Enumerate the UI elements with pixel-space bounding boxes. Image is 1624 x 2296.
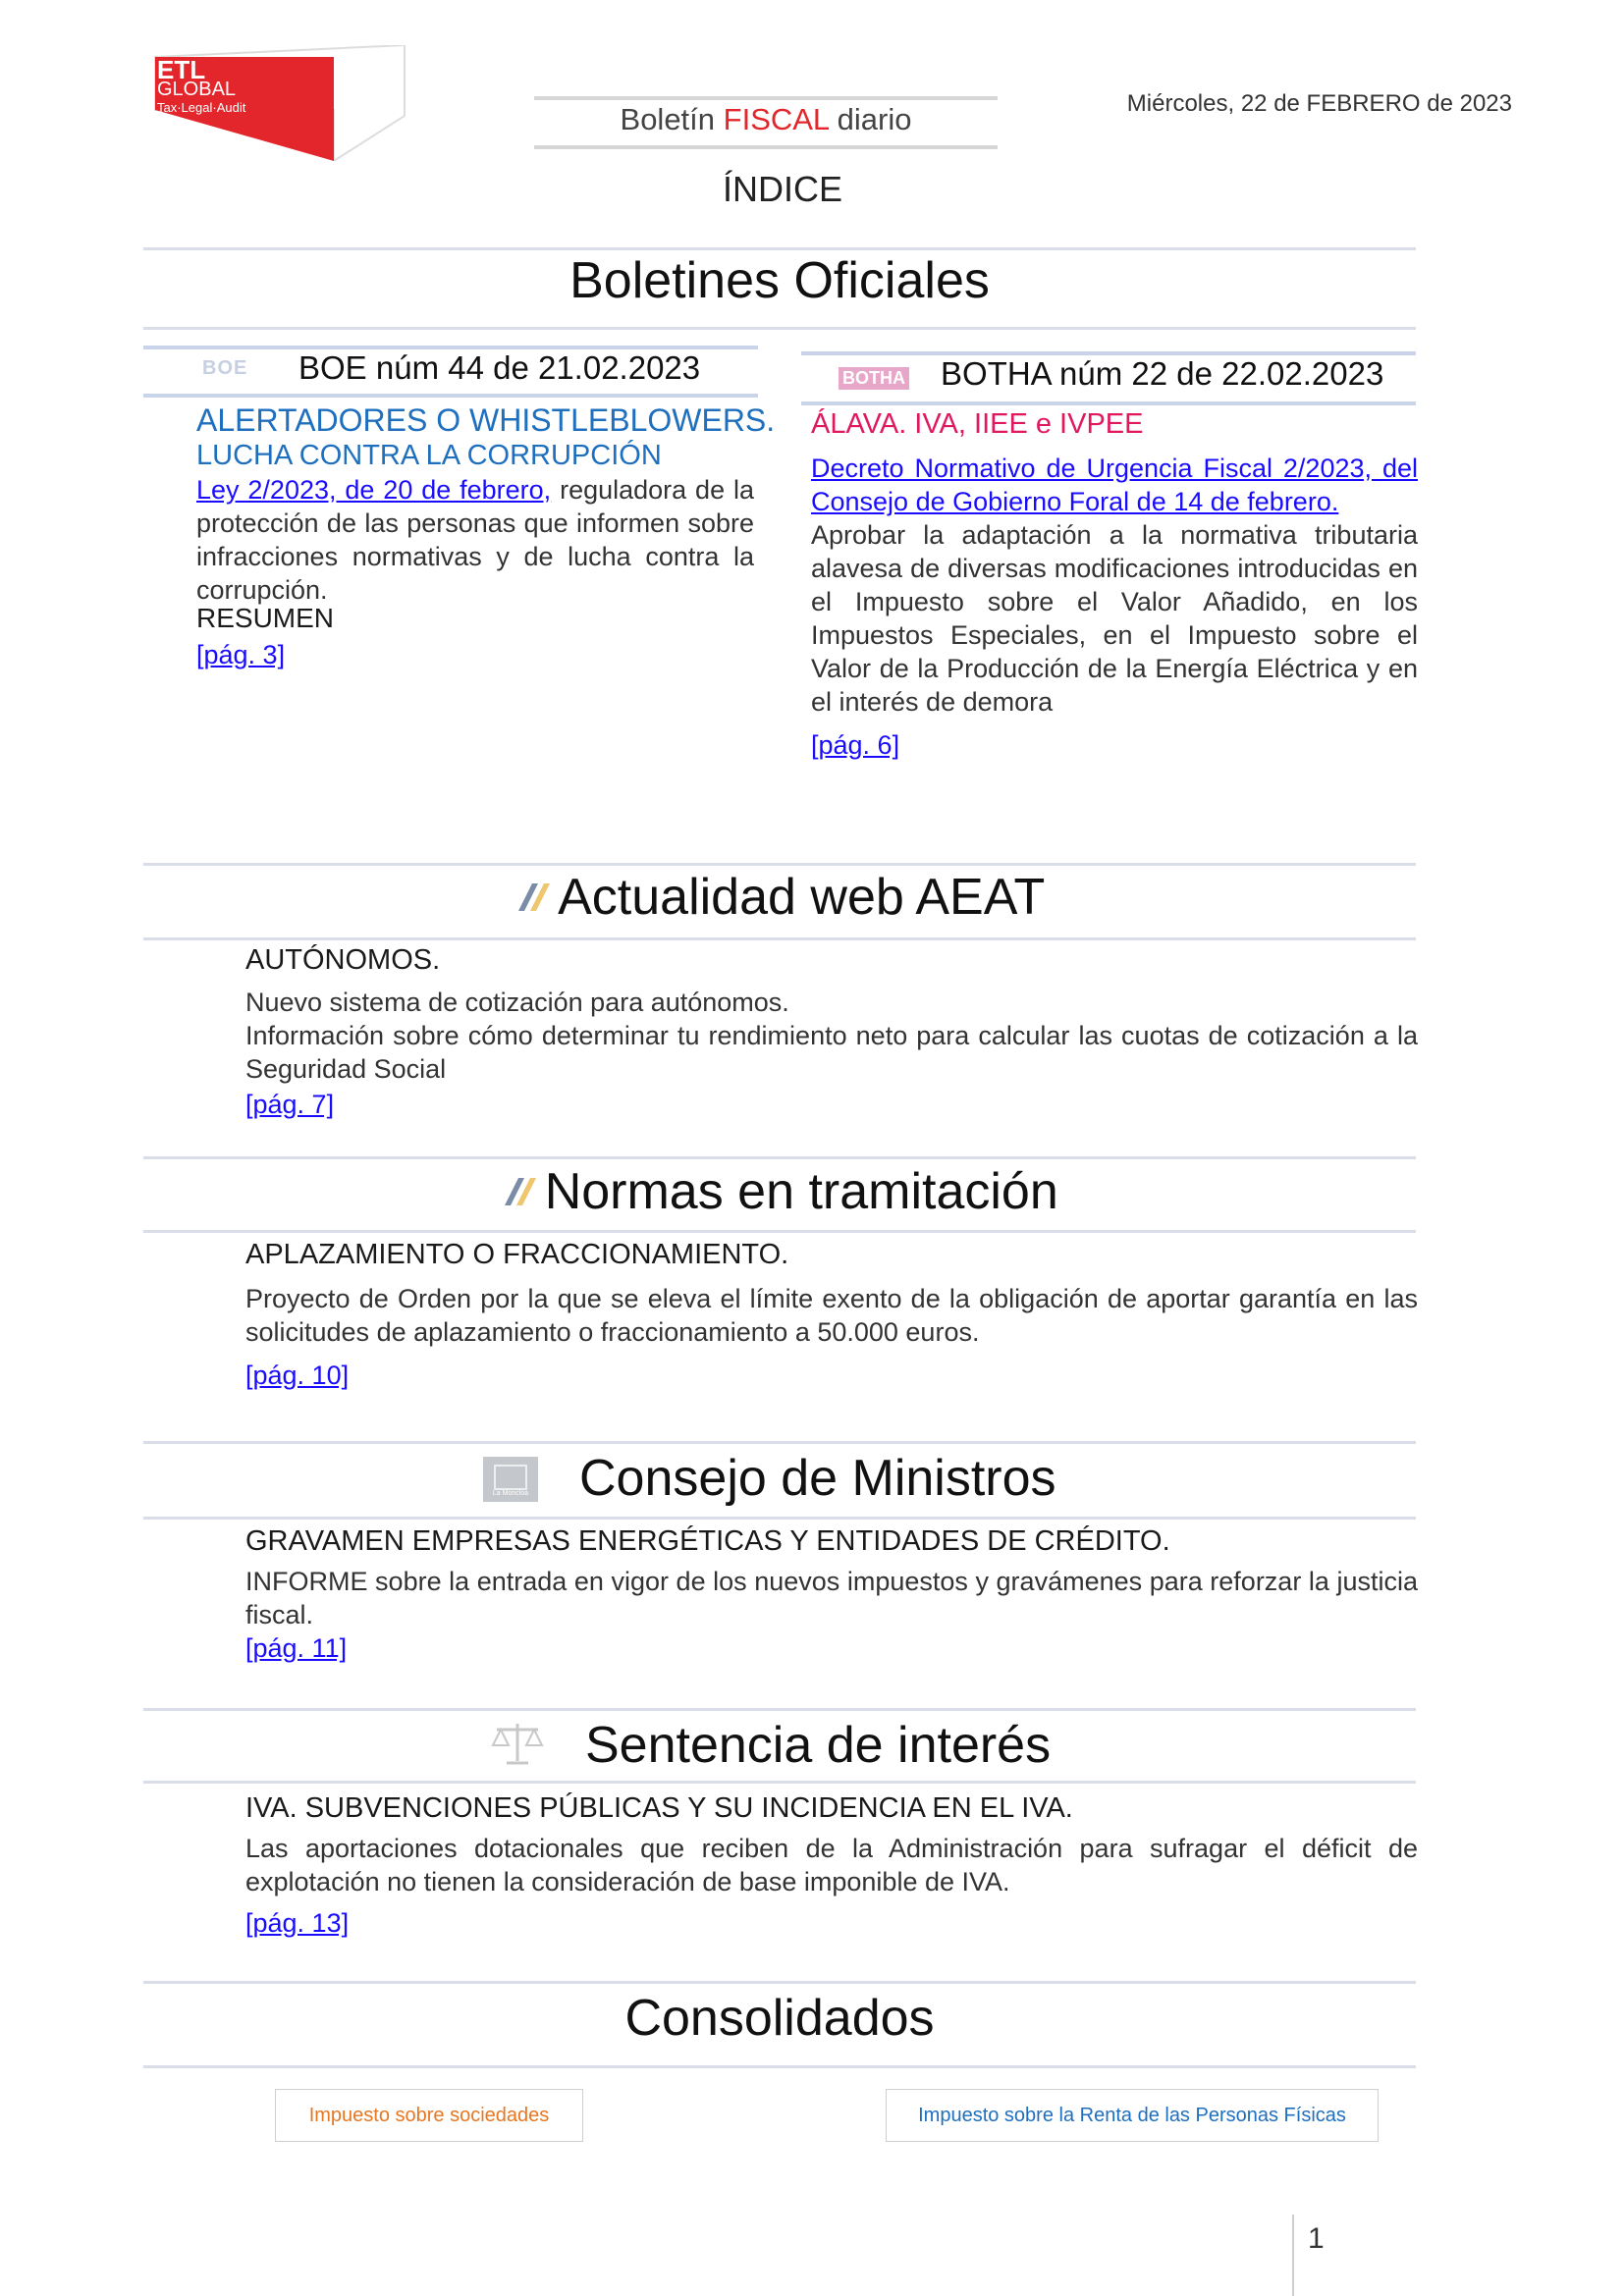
botha-page-link[interactable]: [pág. 6]	[811, 730, 900, 760]
footer-divider	[1292, 2215, 1294, 2296]
bulletin-date: Miércoles, 22 de FEBRERO de 2023	[1126, 90, 1512, 117]
rule	[143, 247, 1416, 250]
normas-title-row	[143, 1162, 1416, 1221]
bulletin-title	[534, 102, 998, 137]
bulletin-suffix: diario	[829, 102, 912, 136]
moncloa-caption: La Moncloa	[492, 1490, 529, 1497]
rule	[143, 327, 1416, 330]
sentencia-page-link[interactable]: [pág. 13]	[245, 1908, 350, 1938]
consolidado-irpf-button[interactable]: Impuesto sobre la Renta de las Personas Físicas	[886, 2089, 1379, 2142]
moncloa-icon	[483, 1457, 538, 1502]
botha-text: Aprobar la adaptación a la normativa tributaria alavesa de diversas modificaciones introducidas en el Impuesto sobre el Valor Añadido, en los Impuestos Especiales, en el Impuesto sobre el Valor de la Producción de la Energía Eléctrica y en el interés de demora	[811, 520, 1418, 717]
rule	[143, 1156, 1416, 1159]
aeat-icon	[514, 878, 554, 917]
bulletin-bottom-rule	[534, 145, 998, 149]
consejo-text: INFORME sobre la entrada en vigor de los nuevos impuestos y gravámenes para reforzar la justicia fiscal.	[245, 1567, 1418, 1629]
logo-line1: GLOBAL	[157, 79, 237, 100]
boe-summary: RESUMEN	[196, 603, 335, 633]
rule	[143, 1441, 1416, 1444]
boe-badge-icon: BOE	[202, 357, 248, 379]
consejo-page-link[interactable]: [pág. 11]	[245, 1633, 348, 1663]
scales-icon-graphic	[491, 1720, 544, 1767]
scales-icon	[491, 1720, 544, 1772]
sentencia-text: Las aportaciones dotacionales que reciben de la Administración para sufragar el déficit de explotación no tienen la consideración de base imponible de IVA.	[245, 1834, 1418, 1896]
normas-text: Proyecto de Orden por la que se eleva el límite exento de la obligación de aportar garantía en las solicitudes de aplazamiento o fraccionamiento a 50.000 euros.	[245, 1284, 1418, 1347]
boe-text: reguladora de la protección de las personas que informen sobre infracciones normativas y de lucha contra la corrupción.	[196, 475, 754, 605]
boe-page-link[interactable]: [pág. 3]	[196, 640, 286, 669]
section-title-boletines: Boletines Oficiales	[569, 252, 990, 309]
aeat-page-link[interactable]: [pág. 7]	[245, 1090, 335, 1119]
boe-bottom-rule	[143, 394, 758, 398]
section-title-aeat: Actualidad web AEAT	[558, 869, 1046, 926]
aeat-line2: Información sobre cómo determinar tu rendimiento neto para calcular las cuotas de cotización a la Seguridad Social	[245, 1021, 1418, 1084]
rule	[143, 1708, 1416, 1711]
rule	[143, 1230, 1416, 1233]
rule	[143, 2065, 1416, 2068]
section-title-normas: Normas en tramitación	[544, 1163, 1058, 1220]
aeat-line1: Nuevo sistema de cotización para autónomos.	[245, 988, 789, 1017]
botha-decree-link[interactable]: Decreto Normativo de Urgencia Fiscal 2/2023, del Consejo de Gobierno Foral de 14 de febrero.	[811, 454, 1418, 516]
bulletin-accent: FISCAL	[723, 102, 830, 136]
botha-heading: BOTHA núm 22 de 22.02.2023	[941, 355, 1384, 392]
boe-description	[196, 473, 754, 607]
aeat-title-row	[143, 868, 1416, 927]
section-title-sentencia: Sentencia de interés	[585, 1717, 1052, 1774]
index-title: ÍNDICE	[722, 169, 842, 209]
rule	[143, 1517, 1416, 1520]
sentencia-topic: IVA. SUBVENCIONES PÚBLICAS Y SU INCIDENCIA EN EL IVA.	[245, 1792, 1073, 1824]
consolidado-sociedades-button[interactable]: Impuesto sobre sociedades	[275, 2089, 583, 2142]
normas-page-link[interactable]: [pág. 10]	[245, 1361, 350, 1390]
normas-topic: APLAZAMIENTO O FRACCIONAMIENTO.	[245, 1239, 789, 1270]
botha-topic: ÁLAVA. IVA, IIEE e IVPEE	[811, 408, 1144, 440]
aeat-icon	[501, 1172, 540, 1211]
botha-bottom-rule	[801, 401, 1416, 405]
botha-description	[811, 452, 1418, 719]
bulletin-prefix: Boletín	[620, 102, 724, 136]
botha-badge-icon: BOTHA	[839, 367, 909, 390]
page-number: 1	[1308, 2222, 1325, 2255]
section-title-consejo: Consejo de Ministros	[579, 1450, 1056, 1507]
logo-brand: ETL	[157, 55, 206, 84]
consejo-topic: GRAVAMEN EMPRESAS ENERGÉTICAS Y ENTIDADES DE CRÉDITO.	[245, 1525, 1170, 1557]
rule	[143, 1781, 1416, 1784]
etl-logo	[151, 45, 408, 161]
rule	[143, 1981, 1416, 1984]
bulletin-top-rule	[534, 96, 998, 100]
boe-topic1: ALERTADORES O WHISTLEBLOWERS.	[196, 402, 776, 438]
boe-law-link[interactable]: Ley 2/2023, de 20 de febrero,	[196, 475, 552, 505]
rule	[143, 937, 1416, 940]
rule	[143, 863, 1416, 866]
section-title-consolidados: Consolidados	[624, 1990, 935, 2047]
logo-line2: Tax·Legal·Audit	[157, 100, 246, 115]
aeat-topic: AUTÓNOMOS.	[245, 944, 441, 976]
boe-heading: BOE núm 44 de 21.02.2023	[298, 349, 701, 386]
boe-topic2: LUCHA CONTRA LA CORRUPCIÓN	[196, 440, 662, 471]
